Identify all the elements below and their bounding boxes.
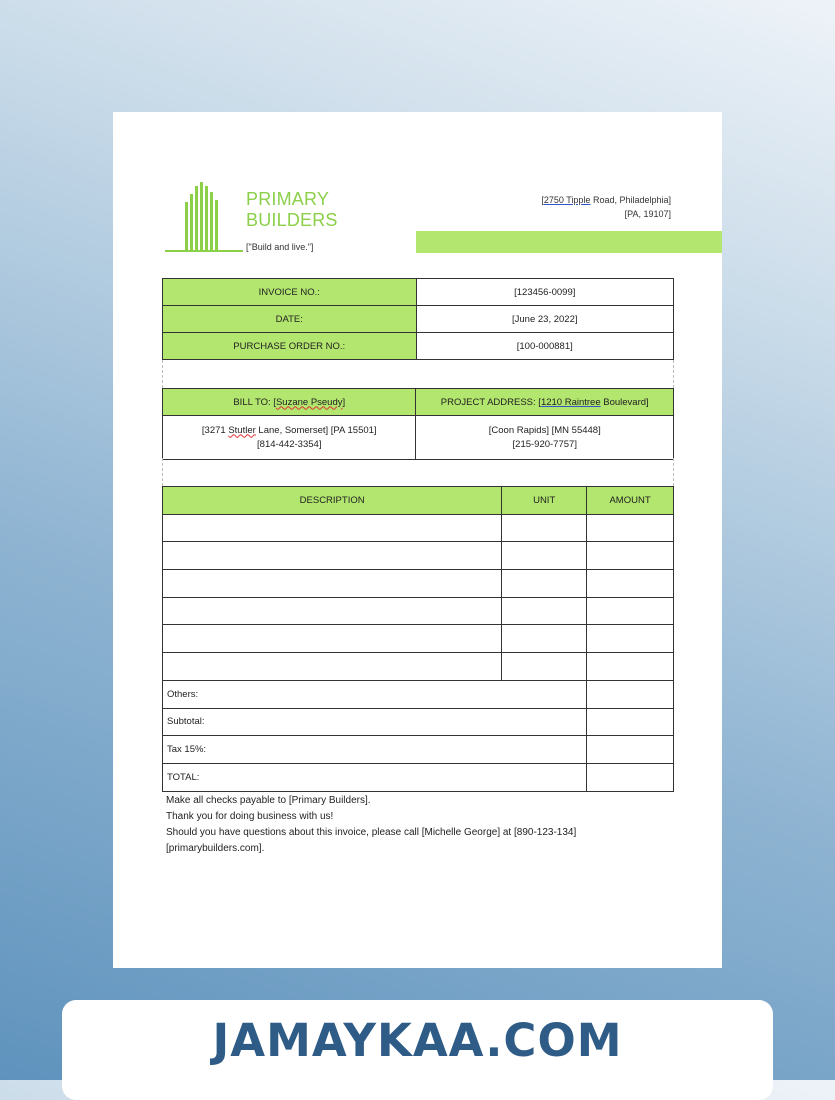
unit-cell[interactable] [502, 514, 587, 542]
item-row [163, 653, 674, 681]
total-label: TOTAL: [163, 763, 587, 791]
invoice-number-value[interactable]: [123456-0099] [416, 279, 673, 306]
description-cell[interactable] [163, 570, 502, 598]
others-amount[interactable] [587, 680, 674, 708]
project-street[interactable]: 1210 Raintree [540, 396, 601, 408]
purchase-order-label: PURCHASE ORDER NO.: [163, 333, 417, 360]
amount-cell[interactable] [587, 597, 674, 625]
footer-banner [62, 1000, 773, 1100]
invoice-number-label: INVOICE NO.: [163, 279, 417, 306]
header-accent-bar [416, 231, 722, 253]
company-name-line2: BUILDERS [246, 210, 338, 230]
subtotal-amount[interactable] [587, 708, 674, 736]
building-logo-icon [165, 180, 243, 254]
project-street-rest: Boulevard] [600, 396, 649, 408]
amount-header: AMOUNT [587, 487, 674, 515]
unit-cell[interactable] [502, 542, 587, 570]
unit-cell[interactable] [502, 570, 587, 598]
billing-details-row [163, 416, 674, 460]
others-label: Others: [163, 680, 587, 708]
items-table [162, 486, 674, 792]
item-row [163, 625, 674, 653]
invoice-info-table [162, 278, 674, 360]
item-row [163, 597, 674, 625]
description-cell[interactable] [163, 653, 502, 681]
project-phone: [215-920-7757] [512, 438, 577, 450]
address-street-rest: Road, Philadelphia] [590, 195, 671, 205]
item-row [163, 542, 674, 570]
footer-site-name[interactable]: JAMAYKAA.COM [212, 1014, 623, 1067]
date-row [163, 306, 674, 333]
company-address [451, 193, 671, 221]
purchase-order-row [163, 333, 674, 360]
project-address-header [416, 389, 674, 416]
subtotal-label: Subtotal: [163, 708, 587, 736]
company-tagline: ["Build and live."] [246, 242, 314, 252]
amount-cell[interactable] [587, 514, 674, 542]
tax-label: Tax 15%: [163, 736, 587, 764]
amount-cell[interactable] [587, 653, 674, 681]
billing-table [162, 388, 674, 460]
unit-cell[interactable] [502, 653, 587, 681]
others-row [163, 680, 674, 708]
notes-line2: Thank you for doing business with us! [166, 811, 334, 822]
date-value[interactable]: [June 23, 2022] [416, 306, 673, 333]
billing-header-row [163, 389, 674, 416]
description-header: DESCRIPTION [163, 487, 502, 515]
bill-to-name[interactable]: Suzane Pseudy [275, 396, 343, 408]
table-spacer [162, 458, 674, 486]
item-row [163, 570, 674, 598]
invoice-number-row [163, 279, 674, 306]
notes-line1: Make all checks payable to [Primary Builders]. [166, 795, 371, 806]
total-row [163, 763, 674, 791]
address-line2: [PA, 19107] [624, 209, 671, 219]
unit-header: UNIT [502, 487, 587, 515]
purchase-order-value[interactable]: [100-000881] [416, 333, 673, 360]
invoice-sheet [113, 112, 722, 968]
subtotal-row [163, 708, 674, 736]
bill-address-street: Stutler [228, 424, 256, 436]
date-label: DATE: [163, 306, 417, 333]
amount-cell[interactable] [587, 542, 674, 570]
bill-phone: [814-442-3354] [257, 438, 322, 450]
description-cell[interactable] [163, 625, 502, 653]
notes-line4: [primarybuilders.com]. [166, 843, 265, 854]
tax-row [163, 736, 674, 764]
notes-line3: Should you have questions about this invoice, please call [Michelle George] at [890-123-134] [166, 827, 577, 838]
unit-cell[interactable] [502, 597, 587, 625]
bill-address-rest: Lane, Somerset] [PA 15501] [255, 424, 377, 436]
bill-to-header [163, 389, 416, 416]
bill-to-close: ] [342, 396, 346, 408]
company-name [246, 189, 338, 231]
tax-amount[interactable] [587, 736, 674, 764]
address-street-number: 2750 Tipple [543, 195, 591, 205]
project-details[interactable] [416, 416, 674, 460]
company-name-line1: PRIMARY [246, 189, 330, 209]
total-amount[interactable] [587, 763, 674, 791]
items-header-row [163, 487, 674, 515]
description-cell[interactable] [163, 514, 502, 542]
table-spacer [162, 360, 674, 388]
project-address-label: PROJECT ADDRESS: [ [440, 396, 541, 408]
address-open: [ [541, 195, 544, 205]
amount-cell[interactable] [587, 570, 674, 598]
bill-to-label: BILL TO: [ [233, 396, 276, 408]
bill-to-details[interactable] [163, 416, 416, 460]
bill-address-open: [3271 [201, 424, 229, 436]
item-row [163, 514, 674, 542]
description-cell[interactable] [163, 597, 502, 625]
description-cell[interactable] [163, 542, 502, 570]
amount-cell[interactable] [587, 625, 674, 653]
invoice-notes [166, 793, 666, 857]
unit-cell[interactable] [502, 625, 587, 653]
project-city: [Coon Rapids] [MN 55448] [488, 424, 601, 436]
